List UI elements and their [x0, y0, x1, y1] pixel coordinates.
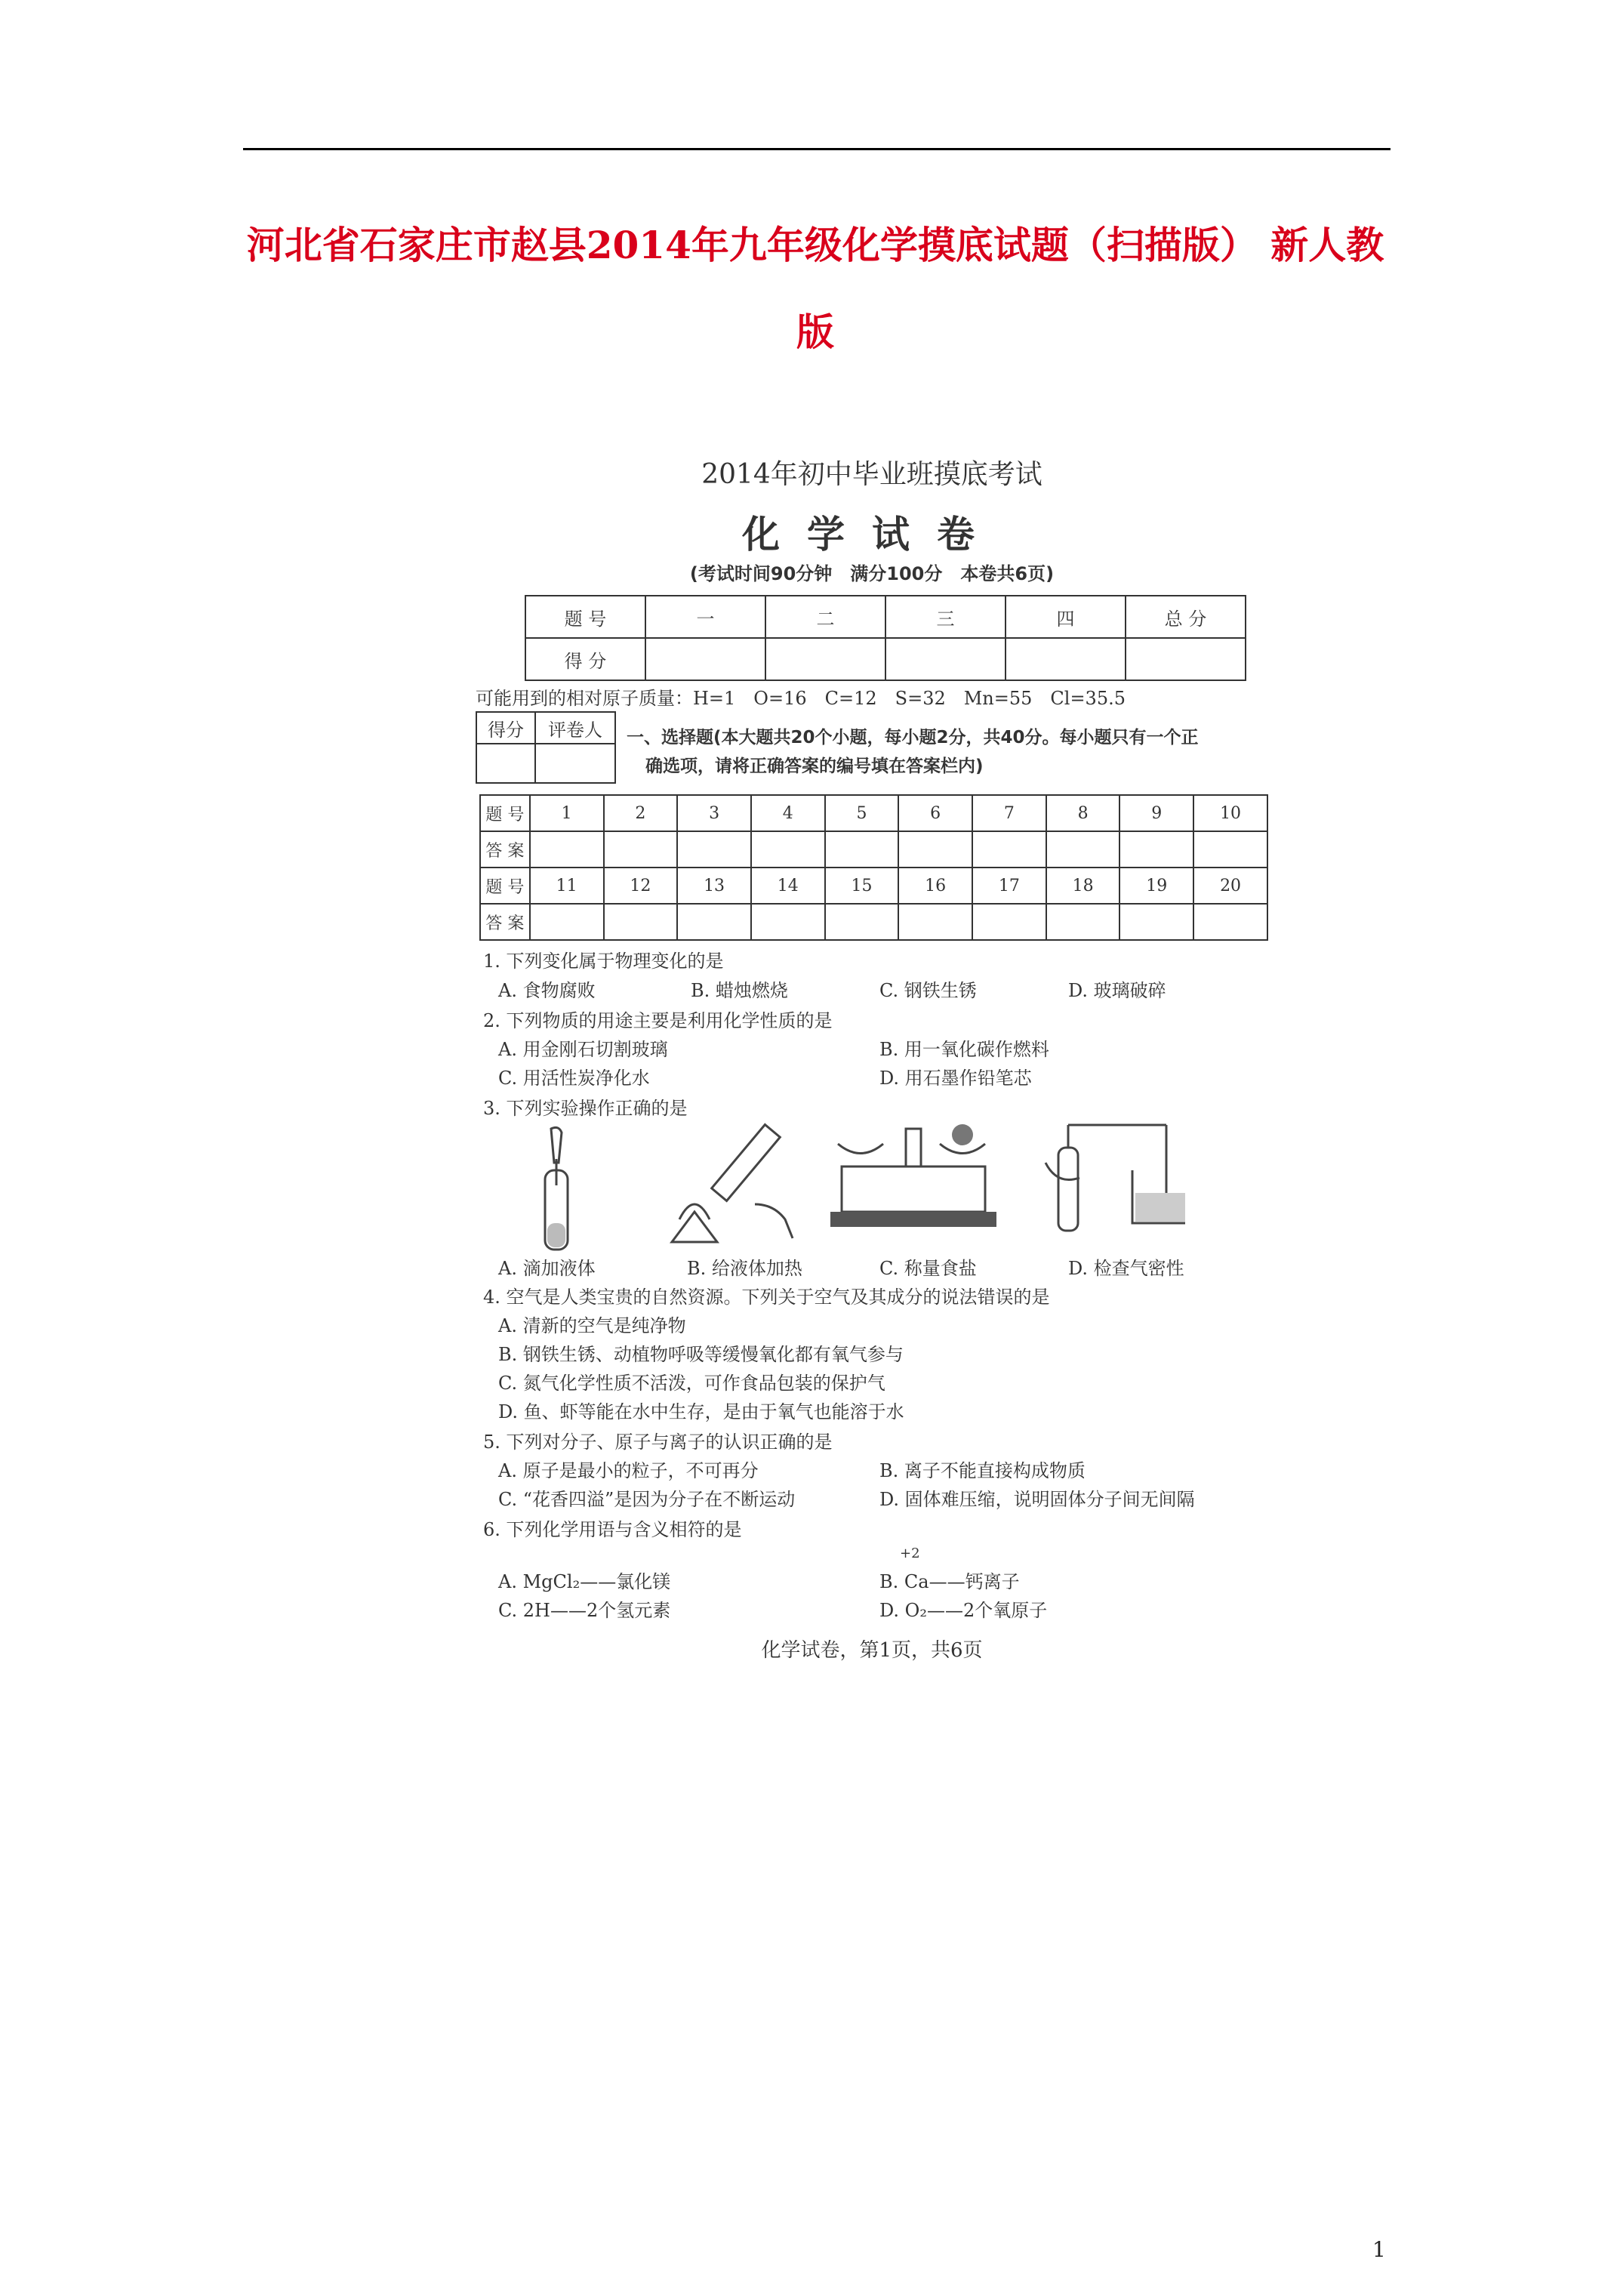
score-cell: 二 — [765, 596, 885, 638]
q2-option-b: B. 用一氧化碳作燃料 — [879, 1039, 1049, 1060]
heating-figure — [664, 1121, 800, 1250]
q6-option-c: C. 2H——2个氢元素 — [498, 1600, 671, 1621]
q4-option-d: D. 鱼、虾等能在水中生存，是由于氧气也能溶于水 — [498, 1401, 904, 1422]
q6-option-a: A. MgCl₂——氯化镁 — [498, 1571, 671, 1592]
q1-option-a: A. 食物腐败 — [498, 980, 596, 1001]
answer-table-row: 答 案 — [480, 831, 1267, 868]
grader-box — [476, 711, 616, 784]
score-table-header-row — [525, 596, 1246, 638]
score-table — [525, 595, 1246, 681]
q1-option-d: D. 玻璃破碎 — [1068, 980, 1166, 1001]
q6-option-b: B. Ca——钙离子 — [879, 1571, 1020, 1592]
question-5: 5. 下列对分子、原子与离子的认识正确的是 — [483, 1432, 833, 1453]
question-3: 3. 下列实验操作正确的是 — [483, 1098, 688, 1119]
section1-instructions-cont: 确选项，请将正确答案的编号填在答案栏内) — [645, 757, 984, 776]
q2-option-c: C. 用活性炭净化水 — [498, 1068, 650, 1089]
score-cell: 四 — [1006, 596, 1126, 638]
q6-valence-mark: +2 — [900, 1546, 920, 1561]
exam-info: (考试时间90分钟 满分100分 本卷共6页) — [689, 563, 1055, 584]
scan-footer: 化学试卷，第1页，共6页 — [761, 1639, 983, 1662]
q5-option-a: A. 原子是最小的粒子，不可再分 — [498, 1460, 759, 1481]
score-cell: 一 — [645, 596, 765, 638]
score-label: 得 分 — [525, 638, 645, 680]
q4-option-b: B. 钢铁生锈、动植物呼吸等缓慢氧化都有氧气参与 — [498, 1344, 904, 1365]
q4-option-c: C. 氮气化学性质不活泼，可作食品包装的保护气 — [498, 1373, 885, 1394]
scanned-exam-page — [476, 453, 1268, 1676]
q3-option-c: C. 称量食盐 — [879, 1258, 977, 1279]
page-number: 1 — [1372, 2237, 1386, 2262]
question-4: 4. 空气是人类宝贵的自然资源。下列关于空气及其成分的说法错误的是 — [483, 1287, 1050, 1308]
airtight-check-figure — [1042, 1117, 1185, 1246]
header-rule — [243, 148, 1390, 150]
score-cell: 三 — [885, 596, 1006, 638]
exam-subject: 化学试卷 — [742, 512, 1002, 556]
exam-header: 2014年初中毕业班摸底考试 — [701, 459, 1042, 490]
document-title: 河北省石家庄市赵县2014年九年级化学摸底试题（扫描版） 新人教 — [246, 223, 1384, 267]
q5-option-d: D. 固体难压缩，说明固体分子间无间隔 — [879, 1489, 1195, 1510]
atomic-mass-line: 可能用到的相对原子质量：H=1 O=16 C=12 S=32 Mn=55 Cl=35.5 — [476, 688, 1126, 709]
q3-option-b: B. 给液体加热 — [687, 1258, 802, 1279]
question-2: 2. 下列物质的用途主要是利用化学性质的是 — [483, 1010, 833, 1031]
grader-name-label: 评卷人 — [535, 712, 615, 744]
q1-option-c: C. 钢铁生锈 — [879, 980, 977, 1001]
answer-table-row: 题 号 1 2 3 4 5 6 7 8 9 10 — [480, 795, 1267, 831]
question-1: 1. 下列变化属于物理变化的是 — [483, 951, 724, 972]
balance-figure — [827, 1121, 1000, 1242]
score-cell: 总 分 — [1126, 596, 1246, 638]
answer-table — [479, 794, 1268, 941]
q1-option-b: B. 蜡烛燃烧 — [691, 980, 788, 1001]
section1-instructions: 一、选择题(本大题共20个小题，每小题2分，共40分。每小题只有一个正 — [627, 728, 1199, 747]
q2-option-d: D. 用石墨作铅笔芯 — [879, 1068, 1032, 1089]
answer-table-row: 答 案 — [480, 904, 1267, 940]
dropper-figure — [528, 1125, 589, 1253]
answer-table-row: 题 号 11 12 13 14 15 16 17 18 19 20 — [480, 868, 1267, 904]
document-title-continued: 版 — [796, 310, 834, 354]
q3-option-a: A. 滴加液体 — [498, 1258, 596, 1279]
q6-option-d: D. O₂——2个氧原子 — [879, 1600, 1048, 1621]
q2-option-a: A. 用金刚石切割玻璃 — [498, 1039, 668, 1060]
q4-option-a: A. 清新的空气是纯净物 — [498, 1315, 686, 1336]
q5-option-b: B. 离子不能直接构成物质 — [879, 1460, 1086, 1481]
question-6: 6. 下列化学用语与含义相符的是 — [483, 1519, 742, 1540]
q5-option-c: C. “花香四溢”是因为分子在不断运动 — [498, 1489, 796, 1510]
q3-option-d: D. 检查气密性 — [1068, 1258, 1184, 1279]
score-cell: 题 号 — [525, 596, 645, 638]
score-table-score-row — [525, 638, 1246, 680]
grader-score-label: 得分 — [476, 712, 535, 744]
